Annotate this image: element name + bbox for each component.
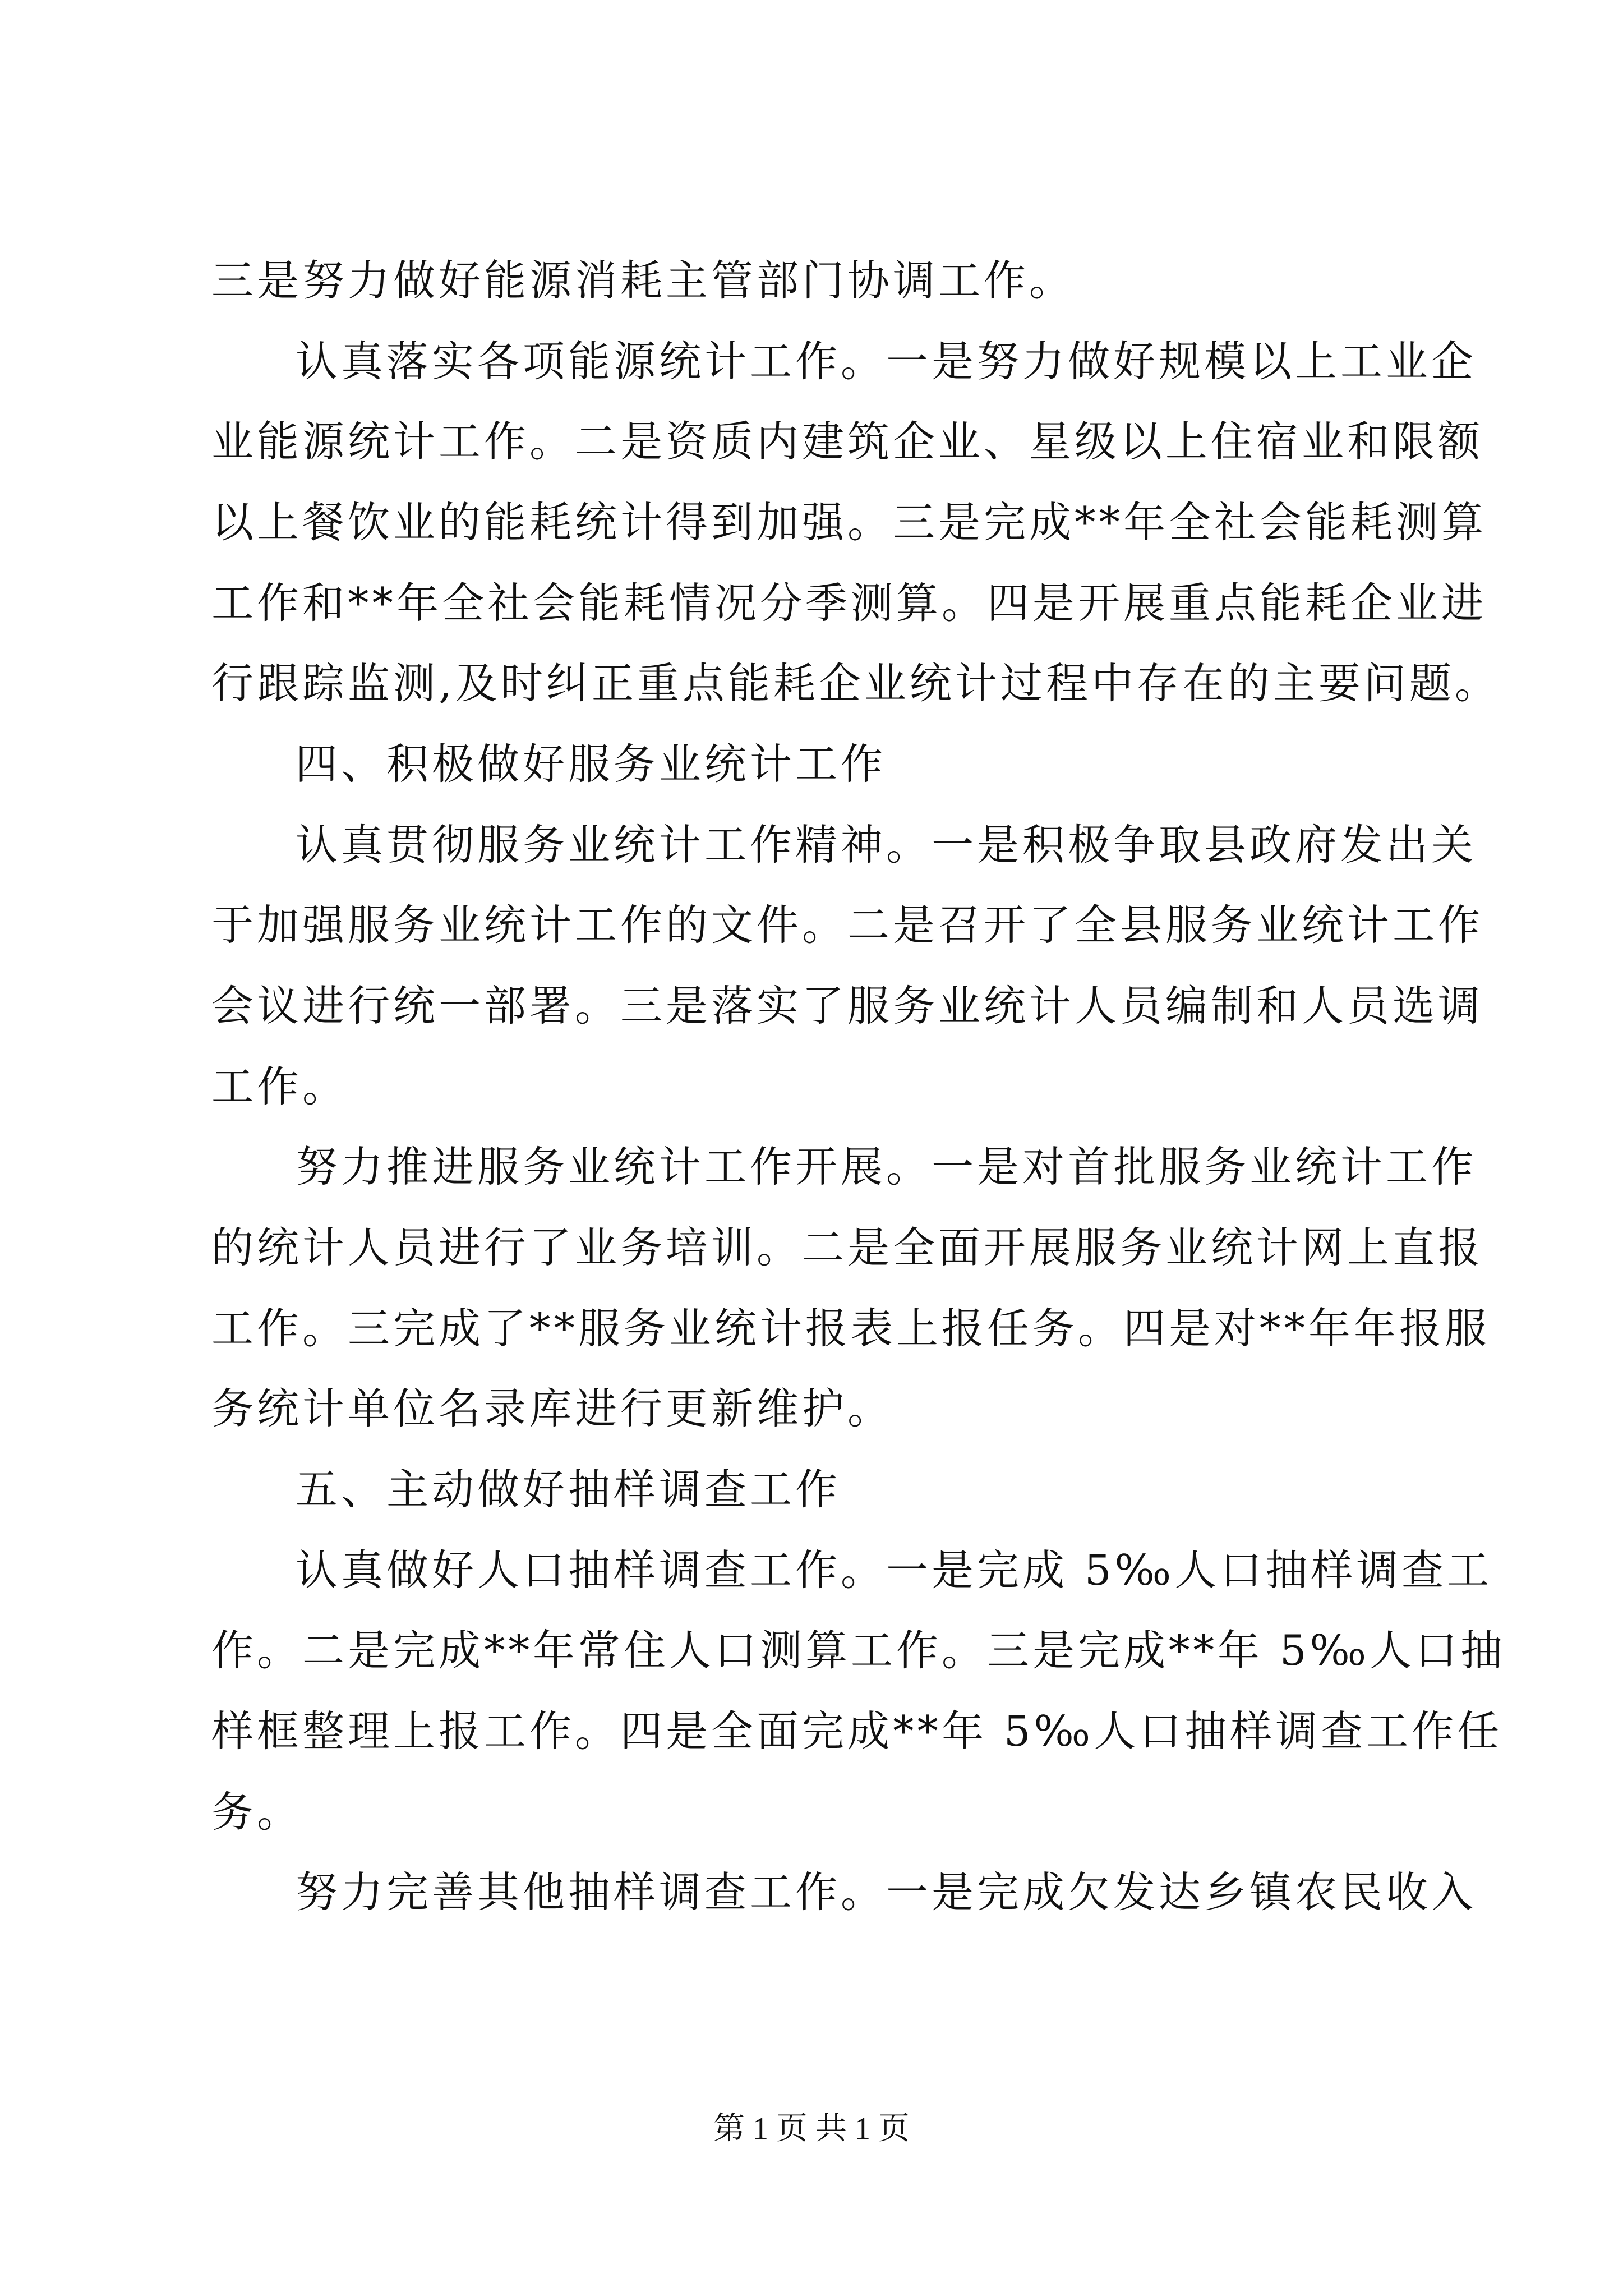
- section-heading: 四、积极做好服务业统计工作: [296, 739, 887, 789]
- text-line: 行跟踪监测,及时纠正重点能耗企业统计过程中存在的主要问题。: [211, 659, 1500, 708]
- text-line: 认真做好人口抽样调查工作。一是完成 5‰人口抽样调查工: [296, 1545, 1493, 1595]
- text-line: 务统计单位名录库进行更新维护。: [211, 1384, 893, 1433]
- text-line: 三是努力做好能源消耗主管部门协调工作。: [211, 256, 1075, 305]
- text-line: 认真贯彻服务业统计工作精神。一是积极争取县政府发出关: [296, 820, 1477, 869]
- text-line: 的统计人员进行了业务培训。二是全面开展服务业统计网上直报: [211, 1223, 1484, 1272]
- text-line: 务。: [211, 1787, 303, 1837]
- text-line: 会议进行统一部署。三是落实了服务业统计人员编制和人员选调: [211, 981, 1484, 1030]
- text-line: 工作。: [211, 1062, 348, 1111]
- section-heading: 五、主动做好抽样调查工作: [296, 1465, 841, 1514]
- text-line: 以上餐饮业的能耗统计得到加强。三是完成**年全社会能耗测算: [211, 498, 1487, 547]
- page-number: 第 1 页 共 1 页: [713, 2111, 910, 2146]
- text-line: 样框整理上报工作。四是全面完成**年 5‰人口抽样调查工作任: [211, 1706, 1503, 1756]
- text-line: 业能源统计工作。二是资质内建筑企业、星级以上住宿业和限额: [211, 417, 1484, 466]
- text-line: 努力推进服务业统计工作开展。一是对首批服务业统计工作: [296, 1142, 1477, 1191]
- text-line: 努力完善其他抽样调查工作。一是完成欠发达乡镇农民收入: [296, 1867, 1477, 1917]
- text-line: 工作和**年全社会能耗情况分季测算。四是开展重点能耗企业进: [211, 578, 1487, 628]
- text-line: 作。二是完成**年常住人口测算工作。三是完成**年 5‰人口抽: [211, 1626, 1506, 1675]
- text-line: 认真落实各项能源统计工作。一是努力做好规模以上工业企: [296, 337, 1477, 386]
- text-line: 于加强服务业统计工作的文件。二是召开了全县服务业统计工作: [211, 900, 1484, 950]
- text-line: 工作。三完成了**服务业统计报表上报任务。四是对**年年报服: [211, 1304, 1491, 1353]
